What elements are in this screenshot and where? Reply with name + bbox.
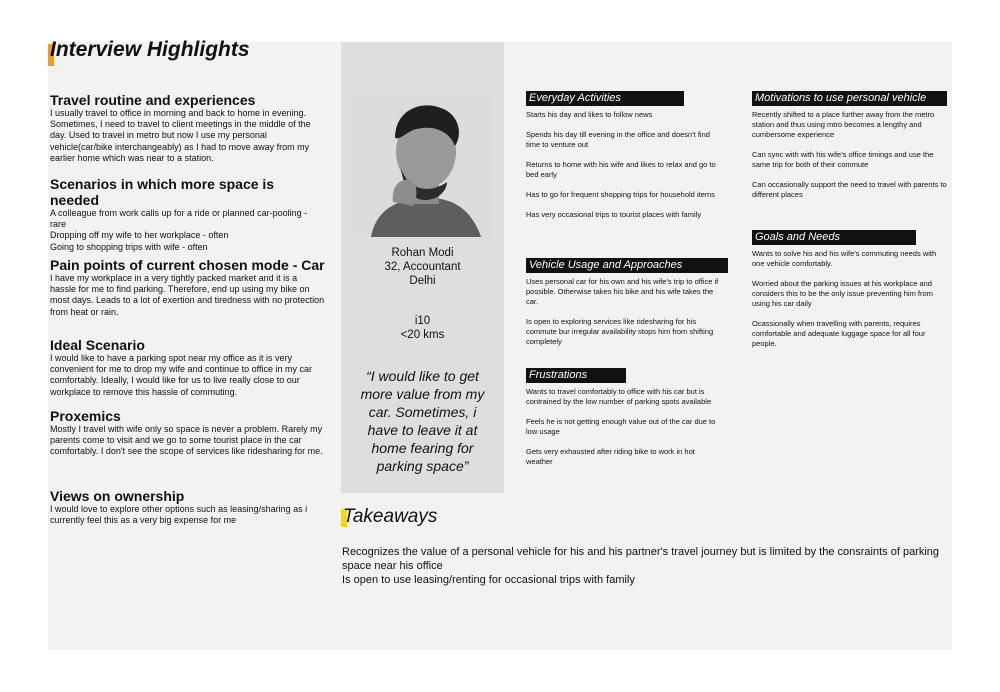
section-body: I usually travel to office in morning and back to home in evening. Sometimes, I need to travel to client meetings in the middle of the day. Used to travel in metro but now I use my personal vehicle(car/bike interchangeably) as I had to move away from my earlier home which was near to a station.: [50, 108, 311, 163]
section-ownership: [50, 488, 325, 526]
box-heading: Everyday Activities: [526, 91, 684, 106]
section-heading: Travel routine and experiences: [50, 92, 256, 108]
box-item: Can occasionally support the need to travel with parents to different places: [752, 180, 947, 199]
persona-name: Rohan Modi: [391, 247, 454, 259]
persona-distance: <20 kms: [400, 329, 445, 341]
box-item: Starts his day and likes to follow news: [526, 110, 653, 119]
box-item: Uses personal car for his own and his wife's trip to office if possible. Otherwise takes his bike and his wife takes the car.: [526, 277, 719, 306]
box-item: Can sync with with his wife's office timings and use the same trip for both of their commute: [752, 150, 934, 169]
portrait-illustration: [351, 90, 494, 237]
box-item: Is open to exploring services like ridesharing for his commute bur irregular availability stops him from shifting completely: [526, 317, 714, 346]
box-item: Feels he is not getting enough value out of the car due to low usage: [526, 417, 716, 436]
takeaways-body: [342, 545, 942, 587]
persona-profile-panel: [341, 42, 504, 493]
persona-quote: “I would like to get more value from my car. Sometimes, i have to leave it at home fearing for parking space”: [360, 368, 485, 474]
section-space-scenarios: [50, 176, 325, 253]
persona-age-role: 32, Accountant: [384, 261, 461, 273]
box-item: Spends his day till evening in the office and doesn't find time to venture out: [526, 130, 710, 149]
section-heading: Ideal Scenario: [50, 337, 145, 353]
motivations-box: [752, 91, 947, 210]
persona-photo: [351, 90, 494, 237]
takeaways-heading: Takeaways: [343, 506, 438, 527]
box-item: Has very occasional trips to tourist places with family: [526, 210, 702, 219]
page-title: Interview Highlights: [50, 38, 250, 61]
section-proxemics: [50, 408, 325, 458]
section-body: I would love to explore other options such as leasing/sharing as i currently feel this as a very big expense for me: [50, 504, 308, 526]
vehicle-usage-box: [526, 258, 721, 357]
box-item: Ocassionally when travelling with parents, requires comfortable and adequate luggage space for all four people.: [752, 319, 926, 348]
section-heading: Scenarios in which more space is needed: [50, 176, 275, 208]
box-item: Wants to travel comfortably to office with his car but is contrained by the low number of parking spots available: [526, 387, 712, 406]
box-item: Returns to home with his wife and likes to relax and go to bed early: [526, 160, 716, 179]
section-body: Mostly I travel with wife only so space is never a problem. Rarely my parents come to visit and we go to some tourist place in the car comfortably. I don't see the scope of services like ridesharing for me.: [50, 424, 323, 457]
box-item: Wants to solve his and his wife's commuting needs with one vehicle comfortably.: [752, 249, 937, 268]
box-item: Worried about the parking issues at his workplace and considers this to be the only issue preventing him from using his car daily: [752, 279, 933, 308]
box-item: Gets very exhausted after riding bike to work in hot weather: [526, 447, 695, 466]
box-item: Recently shifted to a place further away from the metro station and thus using mtro becomes a lengthy and cumbersome experience: [752, 110, 935, 139]
section-travel-routine: [50, 92, 325, 164]
box-heading: Vehicle Usage and Approaches: [526, 258, 728, 273]
takeaway-item: Recognizes the value of a personal vehicle for his and his partner's travel journey but is limited by the consraints of parking space near his office: [342, 546, 940, 572]
takeaway-item: Is open to use leasing/renting for occasional trips with family: [342, 574, 635, 586]
section-body: I would like to have a parking spot near my office as it is very convenient for me to drop my wife and continue to office in my car comfortably. Ideally, I would like for us to live really close to our workplace to remove this hassle of commuting.: [50, 353, 312, 397]
goals-needs-box: [752, 230, 947, 359]
section-heading: Proxemics: [50, 408, 121, 424]
box-item: Has to go for frequent shopping trips for household items: [526, 190, 715, 199]
everyday-activities-box: [526, 91, 721, 230]
section-body: A colleague from work calls up for a ride or planned car-pooling - rare Dropping off my wife to her workplace - often Going to shopping trips with wife - often: [50, 208, 308, 252]
box-heading: Frustrations: [526, 368, 626, 383]
persona-vehicle: i10: [414, 315, 431, 327]
persona-city: Delhi: [409, 275, 436, 287]
section-pain-points: [50, 257, 325, 318]
box-heading: Motivations to use personal vehicle: [752, 91, 947, 106]
section-heading: Pain points of current chosen mode - Car: [50, 257, 325, 273]
section-heading: Views on ownership: [50, 488, 185, 504]
section-body: I have my workplace in a very tightly packed market and it is a hassle for me to find parking. Therefore, end up using my bike on most days. Leads to a lot of exertion and tiredness with no protection from heat or rain.: [50, 273, 325, 317]
box-heading: Goals and Needs: [752, 230, 916, 245]
section-ideal-scenario: [50, 337, 325, 398]
frustrations-box: [526, 368, 721, 477]
